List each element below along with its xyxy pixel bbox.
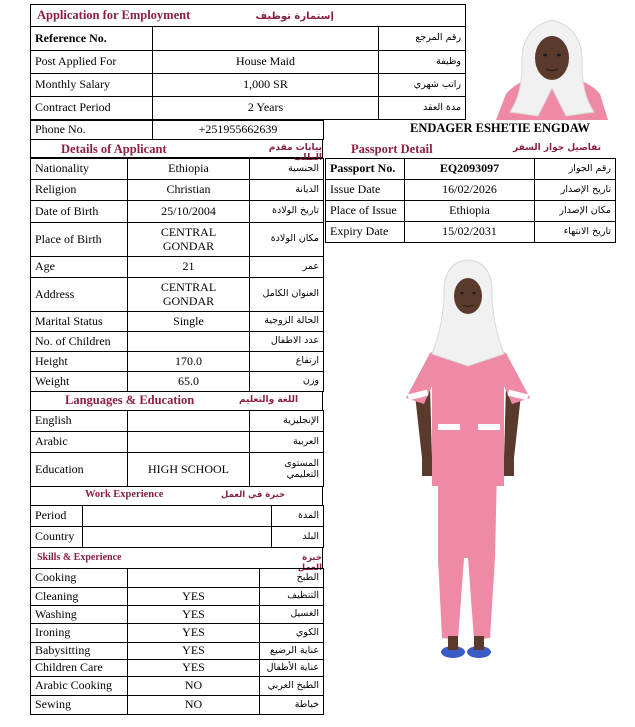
form-title-ar: إستمارة توظيف: [255, 10, 334, 22]
table-row: [31, 506, 324, 527]
passport-no-label-ar: رقم الجواز: [535, 159, 616, 180]
table-row: [31, 606, 324, 624]
post-row: [31, 51, 466, 74]
table-row: [31, 312, 324, 332]
education-label-ar: المستوى التعليمي: [250, 453, 324, 487]
table-row: [31, 352, 324, 372]
languages-title-ar: اللغة والتعليم: [239, 395, 299, 405]
passport-no-value: EQ2093097: [405, 159, 535, 180]
period-label: Period: [31, 506, 83, 527]
contract-label-ar: مدة العقد: [379, 97, 466, 120]
ironing-label: Ironing: [31, 624, 128, 643]
table-row: [326, 180, 616, 201]
nationality-value: Ethiopia: [128, 159, 250, 180]
left-pocket: [438, 424, 460, 430]
reference-label: Reference No.: [31, 27, 153, 51]
applicant-section-title: [30, 139, 323, 163]
contract-value: 2 Years: [153, 97, 379, 120]
table-row: [31, 588, 324, 606]
table-row: [31, 696, 324, 715]
period-label-ar: المدة: [272, 506, 324, 527]
english-label-ar: الإنجليزية: [250, 411, 324, 432]
phone-value: +251955662639: [153, 121, 324, 140]
skills-table: [30, 568, 324, 715]
contract-row: [31, 97, 466, 120]
table-row: [31, 201, 324, 223]
table-row: [31, 257, 324, 278]
washing-label-ar: الغسيل: [260, 606, 324, 624]
passport-no-label: Passport No.: [326, 159, 405, 180]
work-table: [30, 505, 324, 548]
height-label: Height: [31, 352, 128, 372]
table-row: [326, 201, 616, 222]
dob-value: 25/10/2004: [128, 201, 250, 223]
trousers-shape: [438, 468, 497, 640]
childcare-value: YES: [128, 660, 260, 677]
post-value: House Maid: [153, 51, 379, 74]
issue-date-label-ar: تاريخ الإصدار: [535, 180, 616, 201]
table-row: [31, 278, 324, 312]
applicant-title: Details of Applicant: [61, 142, 167, 156]
reference-row: [31, 27, 466, 51]
reference-label-ar: رقم المرجع: [379, 27, 466, 51]
address-label-ar: العنوان الكامل: [250, 278, 324, 312]
nationality-label: Nationality: [31, 159, 128, 180]
address-value: CENTRAL GONDAR: [128, 278, 250, 312]
children-label-ar: عدد الاطفال: [250, 332, 324, 352]
childcare-label-ar: عناية الأطفال: [260, 660, 324, 677]
skills-title: Skills & Experience: [37, 552, 122, 563]
age-label: Age: [31, 257, 128, 278]
work-title-ar: خبرة في العمل: [221, 490, 286, 500]
pob-label-ar: مكان الولادة: [250, 223, 324, 257]
passport-section-title: [325, 139, 612, 158]
languages-section-title: [30, 391, 323, 410]
nationality-label-ar: الجنسية: [250, 159, 324, 180]
languages-table: [30, 410, 324, 487]
ironing-label-ar: الكوي: [260, 624, 324, 643]
cooking-value: [128, 569, 260, 588]
english-value: [128, 411, 250, 432]
form-title: Application for Employment: [37, 7, 191, 22]
washing-label: Washing: [31, 606, 128, 624]
table-row: [31, 569, 324, 588]
skills-title-ar: خبرة العمل: [297, 553, 322, 573]
passport-title-ar: تفاصيل جواز السفر: [513, 143, 602, 153]
applicant-title-ar: بيانات مقدم الطلب: [268, 143, 322, 163]
reference-value: [153, 27, 379, 51]
education-label: Education: [31, 453, 128, 487]
contract-label: Contract Period: [31, 97, 153, 120]
table-row: [31, 159, 324, 180]
post-label: Post Applied For: [31, 51, 153, 74]
applicant-headshot: [496, 8, 608, 120]
sewing-label: Sewing: [31, 696, 128, 715]
weight-label-ar: وزن: [250, 372, 324, 392]
religion-label: Religion: [31, 180, 128, 201]
cleaning-value: YES: [128, 588, 260, 606]
weight-label: Weight: [31, 372, 128, 392]
languages-title: Languages & Education: [65, 393, 195, 407]
arabic-cooking-label: Arabic Cooking: [31, 677, 128, 696]
religion-value: Christian: [128, 180, 250, 201]
country-label: Country: [31, 527, 83, 548]
headshot-illustration: [496, 8, 608, 120]
table-row: [31, 223, 324, 257]
country-value: [83, 527, 272, 548]
place-issue-label-ar: مكان الإصدار: [535, 201, 616, 222]
applicant-table: [30, 158, 324, 392]
childcare-label: Children Care: [31, 660, 128, 677]
arabic-label: Arabic: [31, 432, 128, 453]
cooking-label-ar: الطبخ: [260, 569, 324, 588]
salary-row: [31, 74, 466, 97]
table-row: [31, 432, 324, 453]
issue-date-label: Issue Date: [326, 180, 405, 201]
salary-label-ar: راتب شهري: [379, 74, 466, 97]
work-title: Work Experience: [85, 489, 164, 500]
issue-date-value: 16/02/2026: [405, 180, 535, 201]
babysitting-label-ar: عناية الرضيع: [260, 643, 324, 660]
table-row: [326, 159, 616, 180]
pob-value: CENTRAL GONDAR: [128, 223, 250, 257]
table-row: [31, 677, 324, 696]
place-issue-value: Ethiopia: [405, 201, 535, 222]
arabic-cooking-value: NO: [128, 677, 260, 696]
country-label-ar: البلد: [272, 527, 324, 548]
arabic-cooking-label-ar: الطبخ العربي: [260, 677, 324, 696]
face-shape: [535, 36, 569, 80]
face-shape: [454, 278, 482, 314]
washing-value: YES: [128, 606, 260, 624]
table-row: [31, 411, 324, 432]
children-value: [128, 332, 250, 352]
applicant-full-name: ENDAGER ESHETIE ENGDAW: [410, 121, 590, 135]
dob-label-ar: تاريخ الولادة: [250, 201, 324, 223]
english-label: English: [31, 411, 128, 432]
salary-label: Monthly Salary: [31, 74, 153, 97]
passport-table: [325, 158, 616, 243]
work-section-title: [30, 486, 323, 505]
arabic-label-ar: العربية: [250, 432, 324, 453]
cooking-label: Cooking: [31, 569, 128, 588]
cleaning-label: Cleaning: [31, 588, 128, 606]
marital-value: Single: [128, 312, 250, 332]
ironing-value: YES: [128, 624, 260, 643]
full-body-illustration: [400, 258, 535, 678]
place-issue-label: Place of Issue: [326, 201, 405, 222]
dob-label: Date of Birth: [31, 201, 128, 223]
header-title-row: [31, 5, 466, 27]
marital-label-ar: الحالة الزوجية: [250, 312, 324, 332]
education-value: HIGH SCHOOL: [128, 453, 250, 487]
skills-section-title: [30, 547, 323, 573]
expiry-date-value: 15/02/2031: [405, 222, 535, 243]
header-table: [30, 4, 466, 120]
table-row: [31, 527, 324, 548]
table-row: [31, 453, 324, 487]
passport-title: Passport Detail: [351, 142, 433, 156]
expiry-date-label: Expiry Date: [326, 222, 405, 243]
table-row: [31, 643, 324, 660]
phone-label: Phone No.: [31, 121, 153, 140]
weight-value: 65.0: [128, 372, 250, 392]
marital-label: Marital Status: [31, 312, 128, 332]
height-value: 170.0: [128, 352, 250, 372]
salary-value: 1,000 SR: [153, 74, 379, 97]
expiry-date-label-ar: تاريخ الانتهاء: [535, 222, 616, 243]
sewing-label-ar: خياطة: [260, 696, 324, 715]
table-row: [31, 372, 324, 392]
period-value: [83, 506, 272, 527]
right-pocket: [478, 424, 500, 430]
sewing-value: NO: [128, 696, 260, 715]
address-label: Address: [31, 278, 128, 312]
babysitting-value: YES: [128, 643, 260, 660]
applicant-full-body-photo: [400, 258, 535, 678]
table-row: [31, 660, 324, 677]
phone-table: [30, 120, 324, 140]
cleaning-label-ar: التنظيف: [260, 588, 324, 606]
arabic-value: [128, 432, 250, 453]
post-label-ar: وظيفة: [379, 51, 466, 74]
height-label-ar: ارتفاع: [250, 352, 324, 372]
religion-label-ar: الديانة: [250, 180, 324, 201]
age-label-ar: عمر: [250, 257, 324, 278]
table-row: [31, 624, 324, 643]
pob-label: Place of Birth: [31, 223, 128, 257]
table-row: [31, 180, 324, 201]
babysitting-label: Babysitting: [31, 643, 128, 660]
children-label: No. of Children: [31, 332, 128, 352]
table-row: [31, 332, 324, 352]
age-value: 21: [128, 257, 250, 278]
table-row: [326, 222, 616, 243]
